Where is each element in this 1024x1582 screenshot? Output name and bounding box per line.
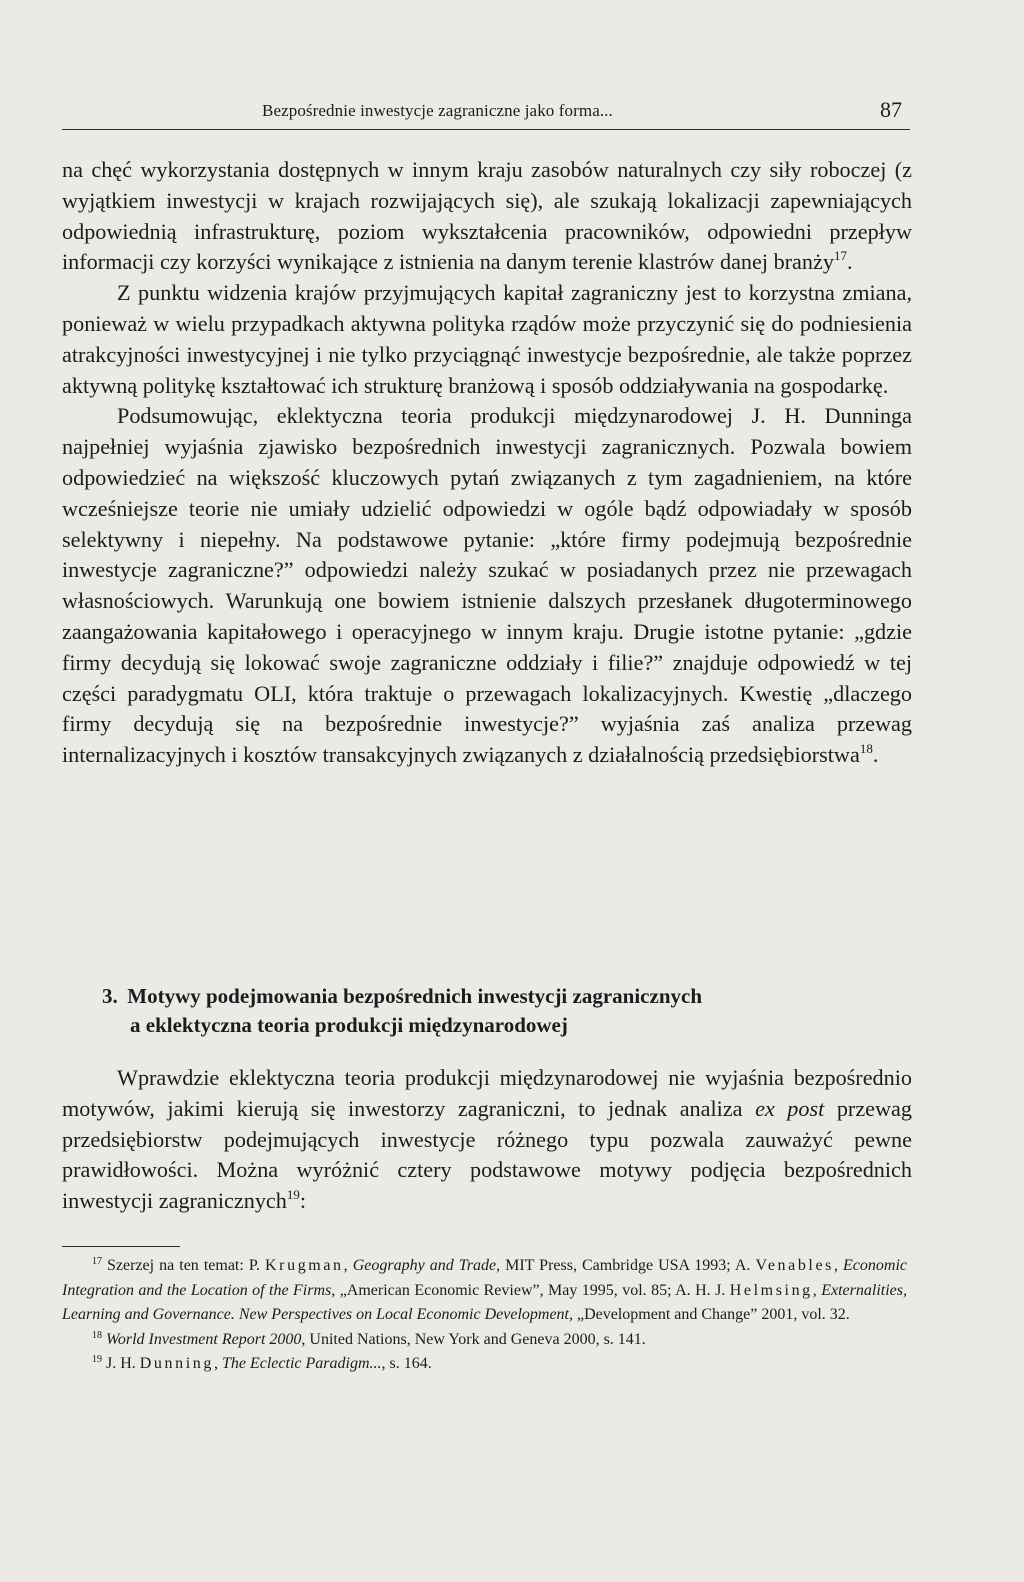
page-number: 87 [880, 97, 902, 122]
paragraph-4-text-a: Wprawdzie eklektyczna teoria produkcji międzynarodowej nie wyjaśnia bezpośrednio motywów, jakimi kierują się inwestorzy zagraniczni, to jednak analiza [62, 1065, 912, 1121]
footnote-17-text-4: , „Development and Change” 2001, vol. 32. [568, 1306, 850, 1323]
footnote-17-author-1: Krugman [265, 1257, 344, 1274]
footnote-17-number: 17 [92, 1256, 102, 1267]
running-header [62, 97, 910, 130]
paragraph-4 [62, 1063, 912, 1217]
section-heading [102, 982, 892, 1040]
footnote-19-text-1: , s. 164. [381, 1355, 432, 1372]
paragraph-3-end: . [872, 742, 879, 768]
paragraph-3 [62, 401, 912, 771]
footnote-17: $^{17}$ Szerzej na ten temat: P. Krugman, Geography and Trade, MIT Press, Cambridge USA 1993; A. Venables, Economic Integration and the Location of the Firms, „American Economic Review”, May 1995, vol. 85; A. H. J. Helmsing, Externalities, Learning and Governance. New Perspectives on Local Economic Development, „Development and Change” 2001, vol. 32. [62, 1256, 908, 1323]
main-text-continued [62, 1063, 912, 1217]
section-title-line-2: a eklektyczna teoria produkcji międzynarodowej [130, 1013, 568, 1037]
footnote-18-text: , United Nations, New York and Geneva 2000, s. 141. [301, 1330, 646, 1348]
paragraph-4-text-b: przewag przedsiębiorstw podejmujących inwestycje różnego typu pozwala zauważyć pewne prawidłowości. Można wyróżnić cztery podstawowe motywy podjęcia bezpośrednich inwestycji zagranicznych [62, 1095, 912, 1214]
footnote-ref-19: 19 [286, 1187, 300, 1203]
running-title: Bezpośrednie inwestycje zagraniczne jako forma... [262, 101, 613, 120]
footnote-19-author: Dunning [139, 1355, 214, 1372]
footnote-18-number: 18 [92, 1329, 102, 1341]
section-title-line-1: Motywy podejmowania bezpośrednich inwestycji zagranicznych [127, 984, 702, 1008]
footnote-19: $^{19}$ J. H. Dunning, The Eclectic Paradigm..., s. 164. [92, 1354, 432, 1372]
footnote-17-title-3: Externalities, Learning and Governance. New Perspectives on Local Economic Development [62, 1281, 907, 1323]
footnote-18-title: World Investment Report 2000 [106, 1330, 302, 1348]
main-text [62, 155, 912, 771]
footnote-ref-17: 17 [833, 248, 847, 264]
footnote-17-author-3: Helmsing [729, 1281, 813, 1299]
footnote-17-author-2: Venables [755, 1257, 834, 1274]
footnote-17-text-1: Szerzej na ten temat: P. [102, 1257, 266, 1274]
footnote-18 [62, 1328, 907, 1353]
footnote-19-title: The Eclectic Paradigm... [221, 1355, 382, 1372]
footnote-ref-18: 18 [859, 741, 873, 757]
section-number: 3. [102, 984, 118, 1008]
paragraph-2: Z punktu widzenia krajów przyjmujących kapitał zagraniczny jest to korzystna zmiana, ponieważ w wielu przypadkach aktywna polityka rządów może przyczynić się do podniesienia atrakcyjności inwestycyjnej i nie tylko przyciągnąć inwestycje bezpośrednie, ale także poprzez aktywną politykę kształtować ich strukturę branżową i sposób oddziaływania na gospodarkę. [62, 280, 912, 398]
footnotes [62, 1254, 907, 1377]
footnote-separator [62, 1246, 180, 1247]
paragraph-1-end: . [846, 249, 853, 275]
footnote-19-text-0: J. H. [102, 1355, 140, 1372]
footnote-19-number: 19 [92, 1354, 102, 1365]
paragraph-4-italic: ex post [755, 1095, 825, 1121]
paragraph-1-text: na chęć wykorzystania dostępnych w innym kraju zasobów naturalnych czy siły roboczej (z wyjątkiem inwestycji w krajach rozwijających się), ale szukają lokalizacji zapewniających odpowiednią infrastrukturę, poziom wykształcenia pracowników, odpowiedni przepływ informacji czy korzyści wynikające z istnienia na danym terenie klastrów danej branży [62, 157, 912, 275]
paragraph-4-end: : [299, 1188, 307, 1214]
footnote-17-title-2: Economic Integration and the Location of the Firms [62, 1257, 908, 1299]
footnote-17-text-2: , MIT Press, Cambridge USA 1993; A. [496, 1257, 756, 1274]
footnote-17-title-1: Geography and Trade [352, 1257, 497, 1274]
paragraph-3-text: Podsumowując, eklektyczna teoria produkcji międzynarodowej J. H. Dunninga najpełniej wyjaśnia zjawisko bezpośrednich inwestycji zagranicznych. Pozwala bowiem odpowiedzieć na większość kluczowych pytań związanych z tym zagadnieniem, na które wcześniejsze teorie nie umiały udzielić odpowiedzi w ogóle bądź odpowiadały w sposób selektywny i niepełny. Na podstawowe pytanie: „które firmy podejmują bezpośrednie inwestycje zagraniczne?” odpowiedzi należy szukać w posiadanych przez nie przewagach własnościowych. Warunkują one bowiem istnienie dalszych przesłanek długoterminowego zaangażowania kapitałowego i operacyjnego w innym kraju. Drugie istotne pytanie: „gdzie firmy decydują się lokować swoje zagraniczne oddziały i filie?” znajduje odpowiedź w tej części paradygmatu OLI, która traktuje o przewagach lokalizacyjnych. Kwestię „dlaczego firmy decydują się na bezpośrednie inwestycje?” wyjaśnia zaś analiza przewag internalizacyjnych i kosztów transakcyjnych związanych z działalnością przedsiębiorstwa [62, 403, 912, 768]
paragraph-1 [62, 155, 912, 278]
footnote-17-text-3: , „American Economic Review”, May 1995, vol. 85; A. H. J. [331, 1281, 730, 1299]
